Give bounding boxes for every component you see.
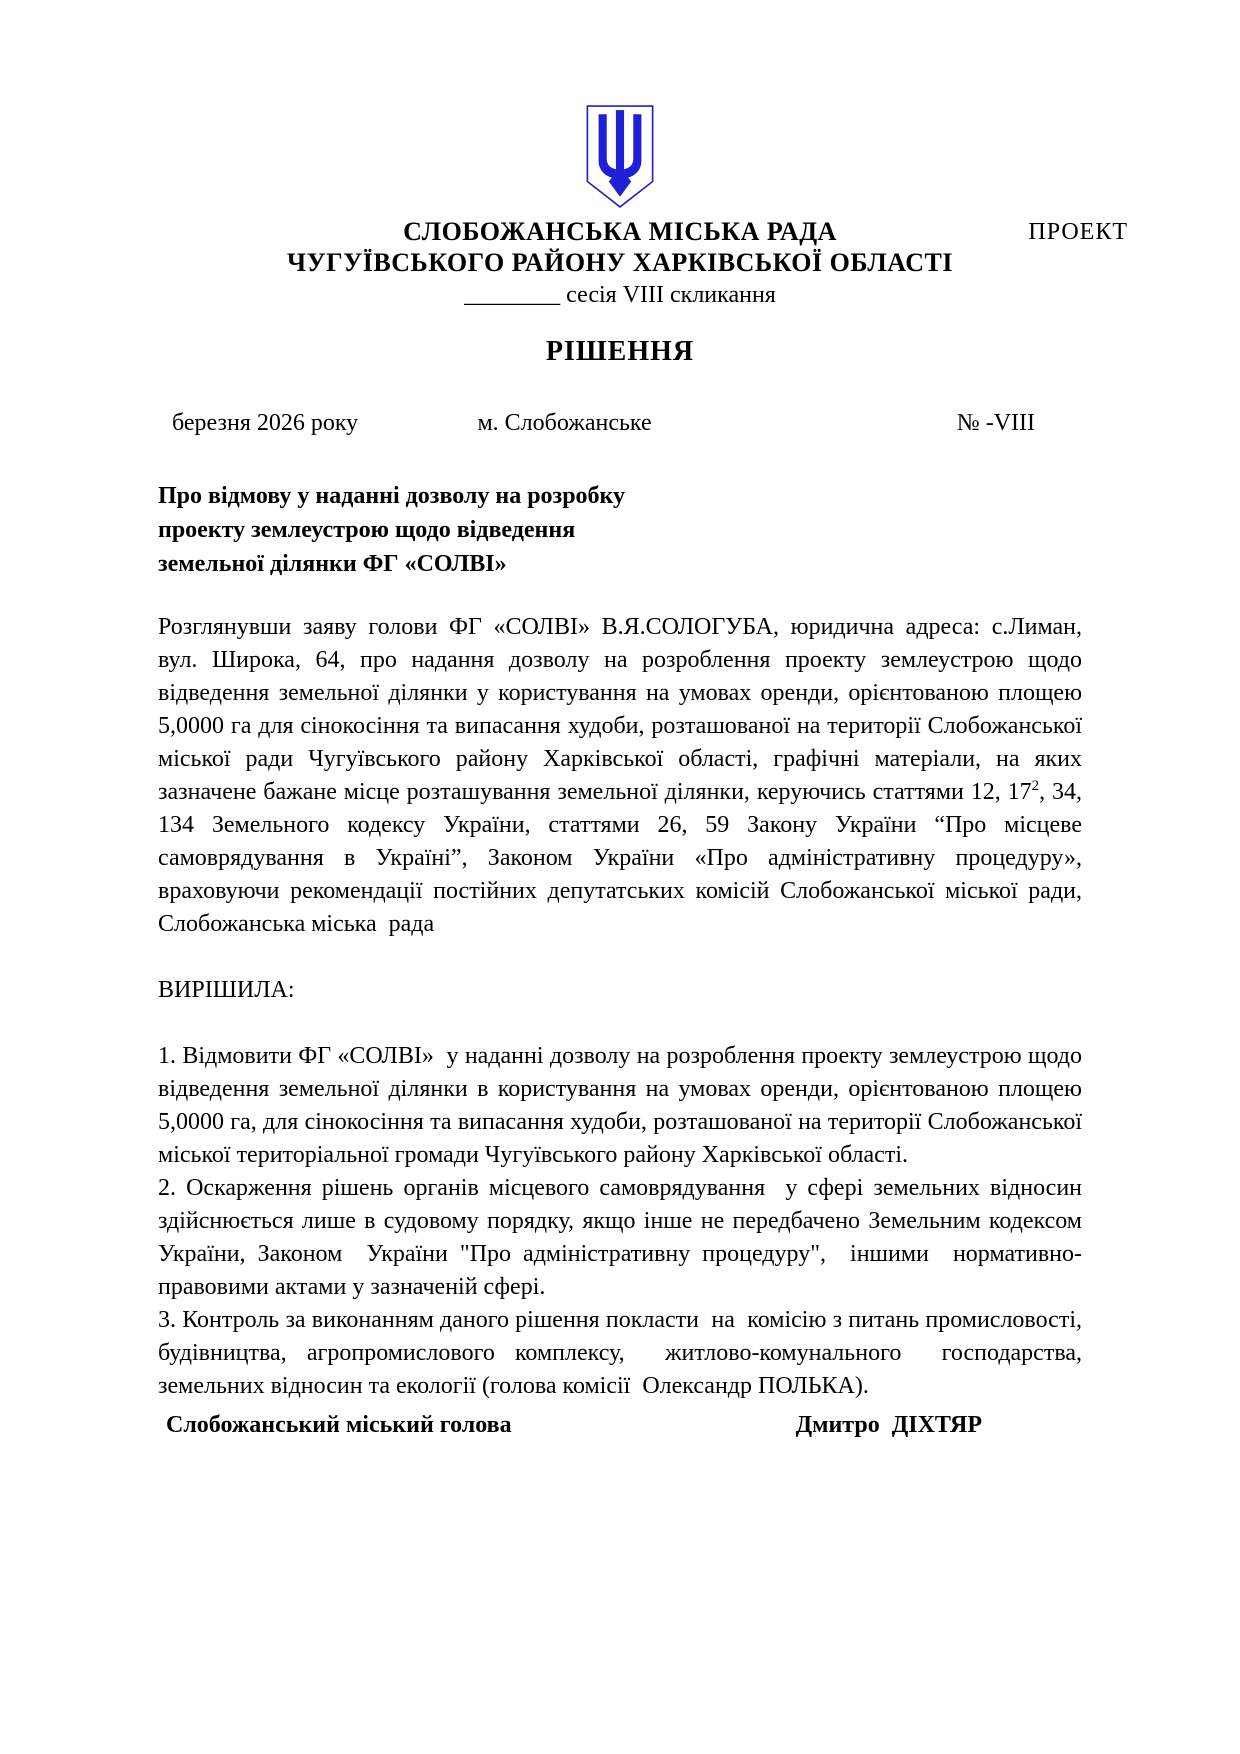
resolved-label: ВИРІШИЛА: bbox=[158, 977, 295, 1003]
emblem-trident bbox=[599, 110, 642, 197]
document-number: № -VIII bbox=[956, 410, 1035, 436]
subject-line: проекту землеустрою щодо відведення bbox=[158, 517, 576, 543]
ukraine-trident-emblem bbox=[583, 104, 657, 210]
document-content bbox=[0, 216, 1240, 1403]
signatory-title: Слобожанський міський голова bbox=[166, 1412, 512, 1438]
document-meta-line bbox=[158, 410, 1082, 443]
resolution-item-1: 1. Відмовити ФГ «СОЛВІ» у наданні дозволу на розроблення проекту землеустрою щодо відведення земельної ділянки в користування на умовах оренди, орієнтованою площею 5,0000 га, для сінокосіння та випасання худоби, розташованої на території Слобожанської міської територіальної громади Чугуївського району Харківської області. bbox=[158, 1043, 1088, 1168]
project-label: ПРОЕКТ bbox=[1028, 219, 1128, 245]
signatory-name: Дмитро ДІХТЯР bbox=[795, 1412, 982, 1438]
resolution-item-3: 3. Контроль за виконанням даного рішення покласти на комісію з питань промисловості, будівництва, агропромислового комплексу, житлово-комунального господарства, земельних відносин та екології (голова комісії Олександр ПОЛЬКА). bbox=[158, 1307, 1088, 1399]
org-name-line2: ЧУГУЇВСЬКОГО РАЙОНУ ХАРКІВСЬКОЇ ОБЛАСТІ bbox=[287, 248, 953, 277]
subject-line: земельної ділянки ФГ «СОЛВІ» bbox=[158, 551, 507, 577]
document-type-title: РІШЕННЯ bbox=[545, 336, 695, 367]
document-date: березня 2026 року bbox=[172, 410, 359, 436]
subject-block bbox=[158, 479, 1082, 581]
preamble-paragraph bbox=[158, 611, 1088, 941]
resolution-item-2: 2. Оскарження рішень органів місцевого самоврядування у сфері земельних відносин здійснюється лише в судовому порядку, якщо інше не передбачено Земельним кодексом України, Законом України "Про адміністративну процедуру", іншими нормативно-правовими актами у зазначеній сфері. bbox=[158, 1175, 1088, 1300]
subject-line: Про відмову у наданні дозволу на розробку bbox=[158, 483, 626, 509]
resolution-items bbox=[158, 1040, 1088, 1403]
preamble-text-before-superscript: Розглянувши заяву голови ФГ «СОЛВІ» В.Я.СОЛОГУБА, юридична адреса: с.Лиман, вул. Широка, 64, про надання дозволу на розроблення проекту землеустрою щодо відведення земельної ділянки у користування на умовах оренди, орієнтованою площею 5,0000 га для сінокосіння та випасання худоби, розташованої на території Слобожанської міської ради Чугуївського району Харківської області, графічні матеріали, на яких зазначене бажане місце розташування земельної ділянки, керуючись статтями 12, 17 bbox=[158, 614, 1088, 805]
article-superscript: 2 bbox=[1031, 778, 1040, 794]
org-name-line1: СЛОБОЖАНСЬКА МІСЬКА РАДА bbox=[403, 217, 837, 246]
document-place: м. Слобожанське bbox=[477, 410, 652, 436]
preamble-text-after-superscript: , 34, 134 Земельного кодексу України, статтями 26, 59 Закону України “Про місцеве самоврядування в Україні”, Законом України «Про адміністративну процедуру», враховуючи рекомендації постійних депутатських комісій Слобожанської міської ради, Слобожанська міська рада bbox=[158, 779, 1088, 937]
session-line: ________ сесія VIII скликання bbox=[464, 282, 776, 308]
signature-line bbox=[166, 1412, 982, 1439]
